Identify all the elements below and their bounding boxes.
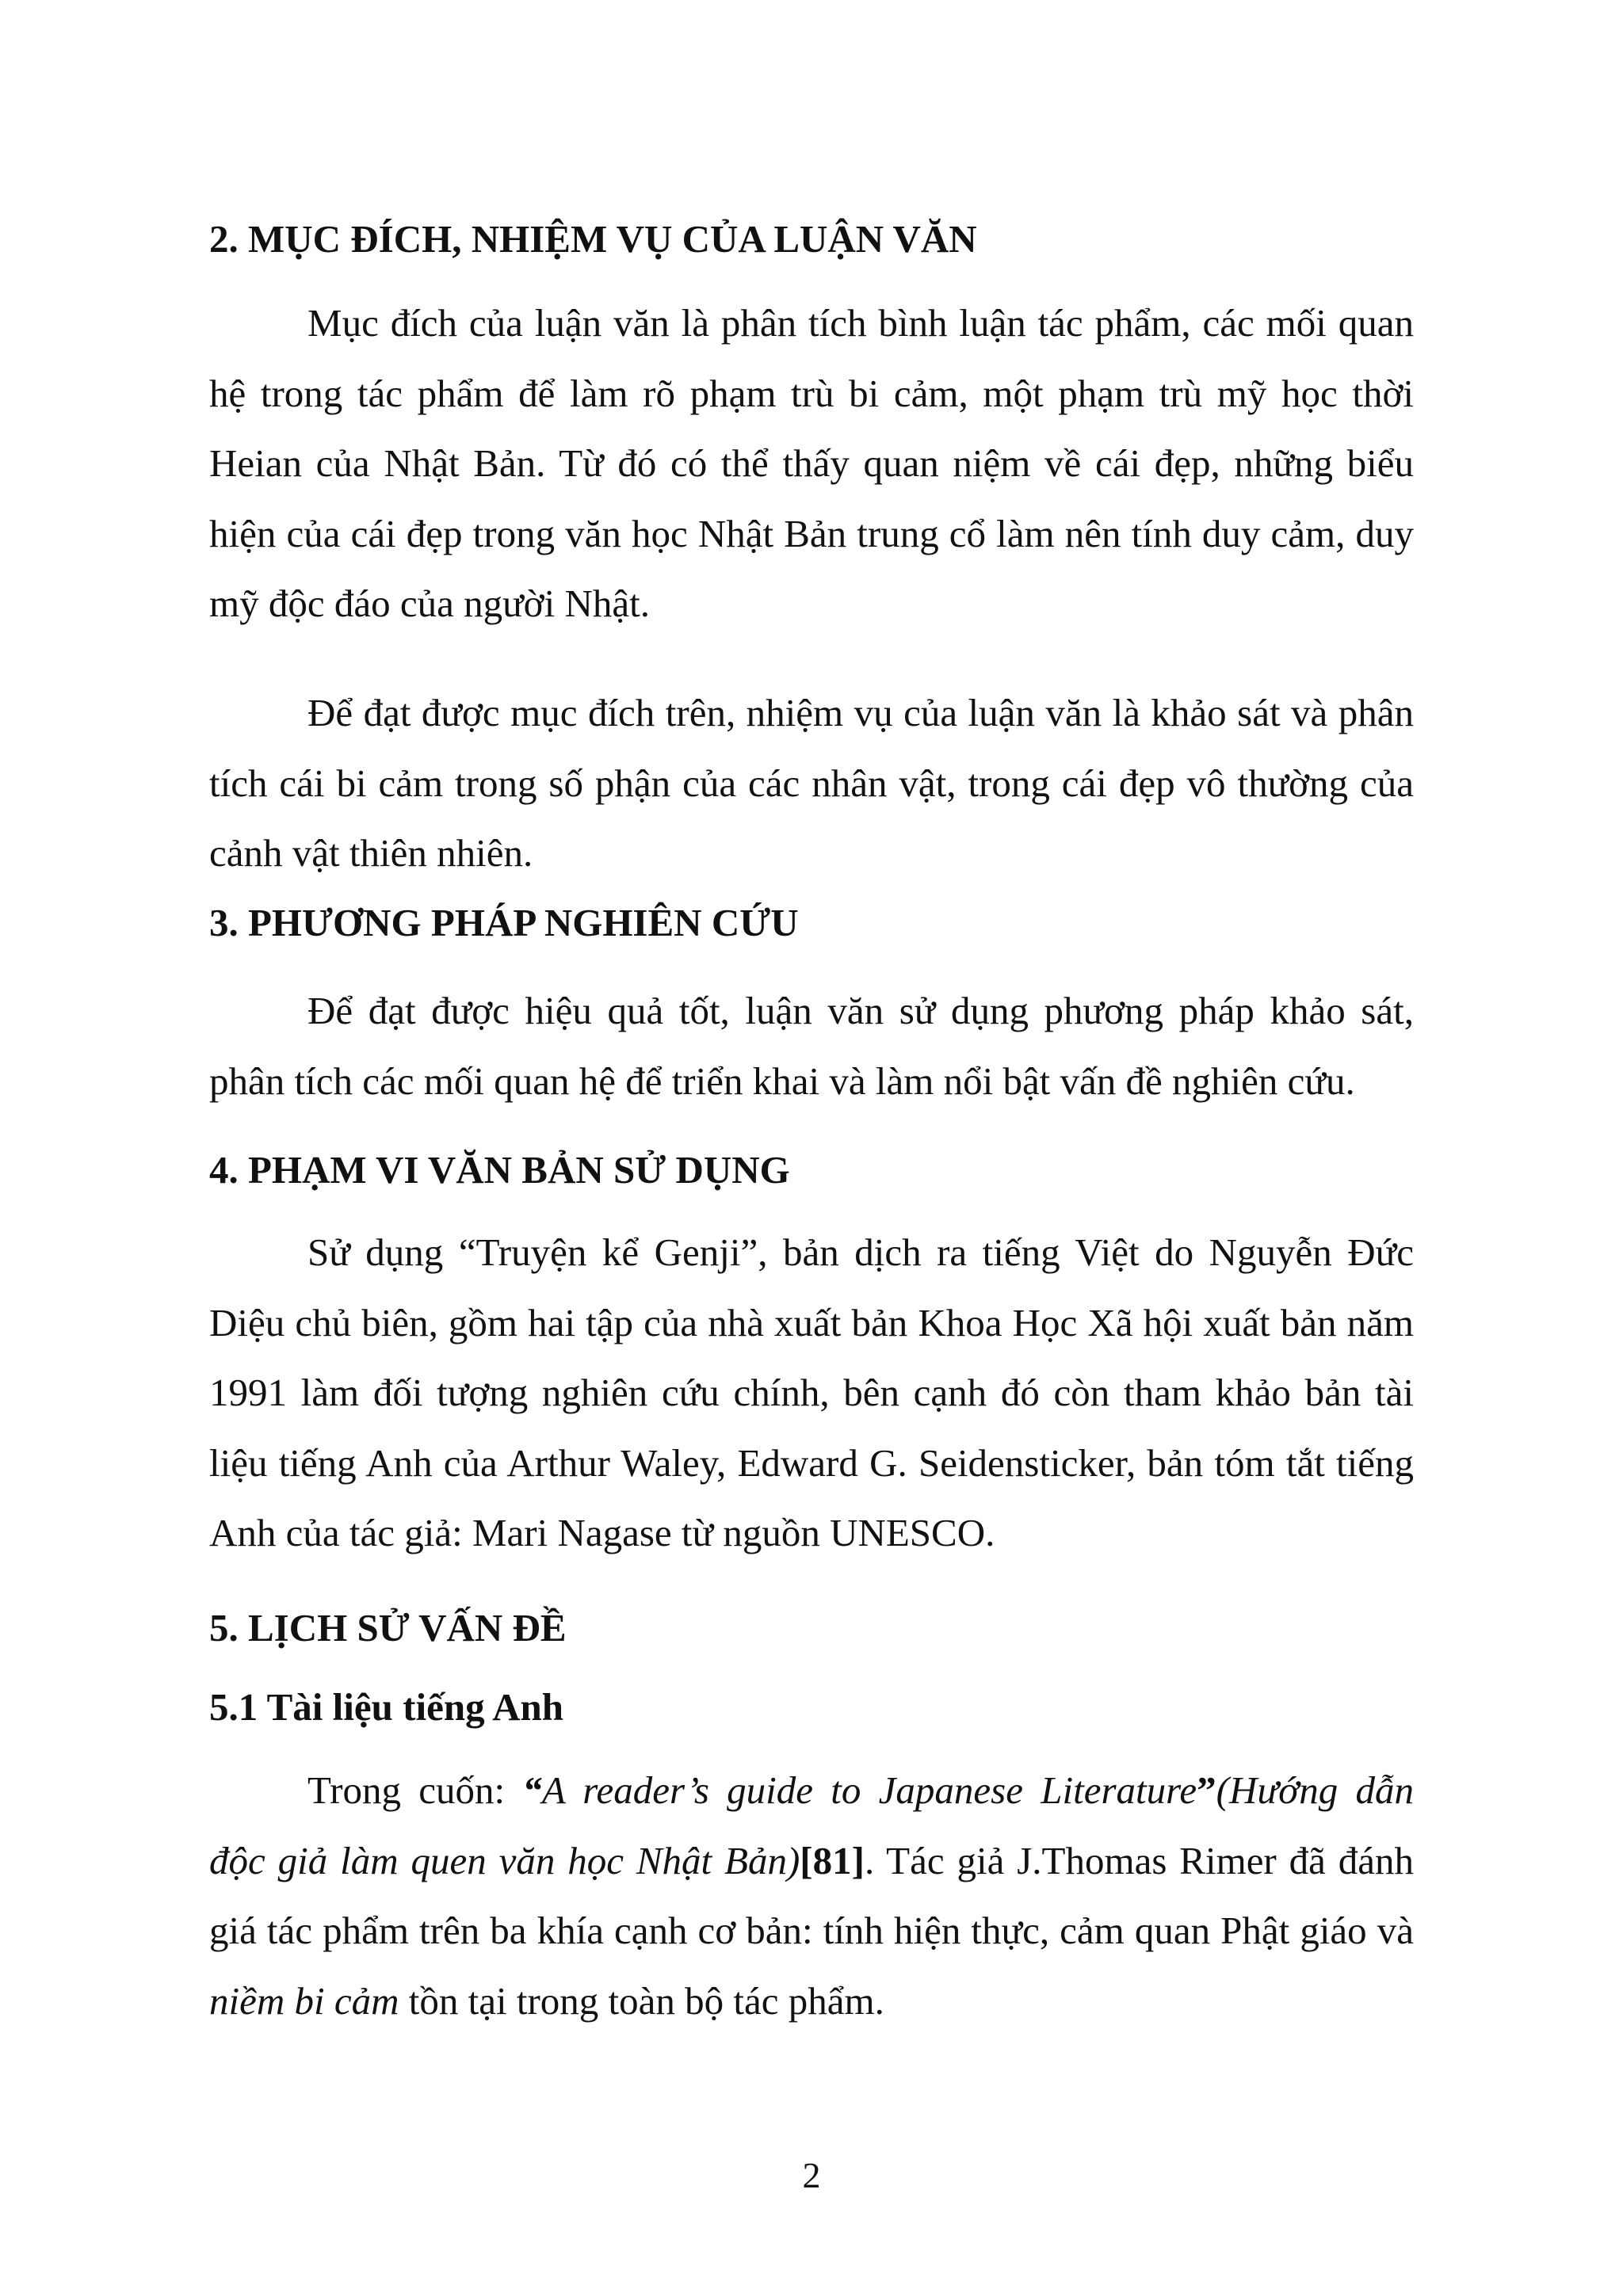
paragraph-scope: Sử dụng “Truyện kể Genji”, bản dịch ra tiếng Việt do Nguyễn Đức Diệu chủ biên, gồm hai tập của nhà xuất bản Khoa Học Xã hội xuất bản năm 1991 làm đối tượng nghiên cứu chính, bên cạnh đó còn tham khảo bản tài liệu tiếng Anh của Arthur Waley, Edward G. Seidensticker, bản tóm tắt tiếng Anh của tác giả: Mari Nagase từ nguồn UNESCO. bbox=[209, 1230, 1414, 1554]
paragraph-methods: Để đạt được hiệu quả tốt, luận văn sử dụng phương pháp khảo sát, phân tích các mối quan hệ để triển khai và làm nổi bật vấn đề nghiên cứu. bbox=[209, 989, 1414, 1103]
heading-section-2: 2. MỤC ĐÍCH, NHIỆM VỤ CỦA LUẬN VĂN bbox=[209, 217, 977, 261]
reference-number: [81] bbox=[800, 1838, 865, 1882]
emphasis-text: niềm bi cảm bbox=[209, 1978, 399, 2023]
paragraph-purpose: Mục đích của luận văn là phân tích bình luận tác phẩm, các mối quan hệ trong tác phẩm để làm rõ phạm trù bi cảm, một phạm trù mỹ học thời Heian của Nhật Bản. Từ đó có thể thấy quan niệm về cái đẹp, những biểu hiện của cái đẹp trong văn học Nhật Bản trung cổ làm nên tính duy cảm, duy mỹ độc đáo của người Nhật. bbox=[209, 301, 1414, 625]
heading-section-4: 4. PHẠM VI VĂN BẢN SỬ DỤNG bbox=[209, 1148, 790, 1192]
book-title-translation: (Hướng dẫn độc giả làm quen văn học Nhật Bản) bbox=[209, 1768, 1414, 1882]
paragraph-english-sources bbox=[209, 1756, 1414, 2036]
end-text: tồn tại trong toàn bộ tác phẩm. bbox=[399, 1978, 884, 2023]
open-quote: “ bbox=[522, 1768, 542, 1812]
paragraph-tasks: Để đạt được mục đích trên, nhiệm vụ của luận văn là khảo sát và phân tích cái bi cảm trong số phận của các nhân vật, trong cái đẹp vô thường của cảnh vật thiên nhiên. bbox=[209, 691, 1414, 875]
middle-text: . Tác giả J.Thomas Rimer đã đánh giá tác phẩm trên ba khía cạnh cơ bản: tính hiện thực, cảm quan Phật giáo và bbox=[209, 1838, 1415, 1952]
intro-text: Trong cuốn: bbox=[307, 1768, 523, 1812]
close-quote: ” bbox=[1197, 1768, 1216, 1812]
heading-section-5: 5. LỊCH SỬ VẤN ĐỀ bbox=[209, 1606, 567, 1650]
subheading-5-1: 5.1 Tài liệu tiếng Anh bbox=[209, 1685, 564, 1729]
heading-section-3: 3. PHƯƠNG PHÁP NGHIÊN CỨU bbox=[209, 901, 799, 944]
book-title: A reader’s guide to Japanese Literature bbox=[541, 1768, 1197, 1812]
page-number: 2 bbox=[802, 2155, 821, 2195]
